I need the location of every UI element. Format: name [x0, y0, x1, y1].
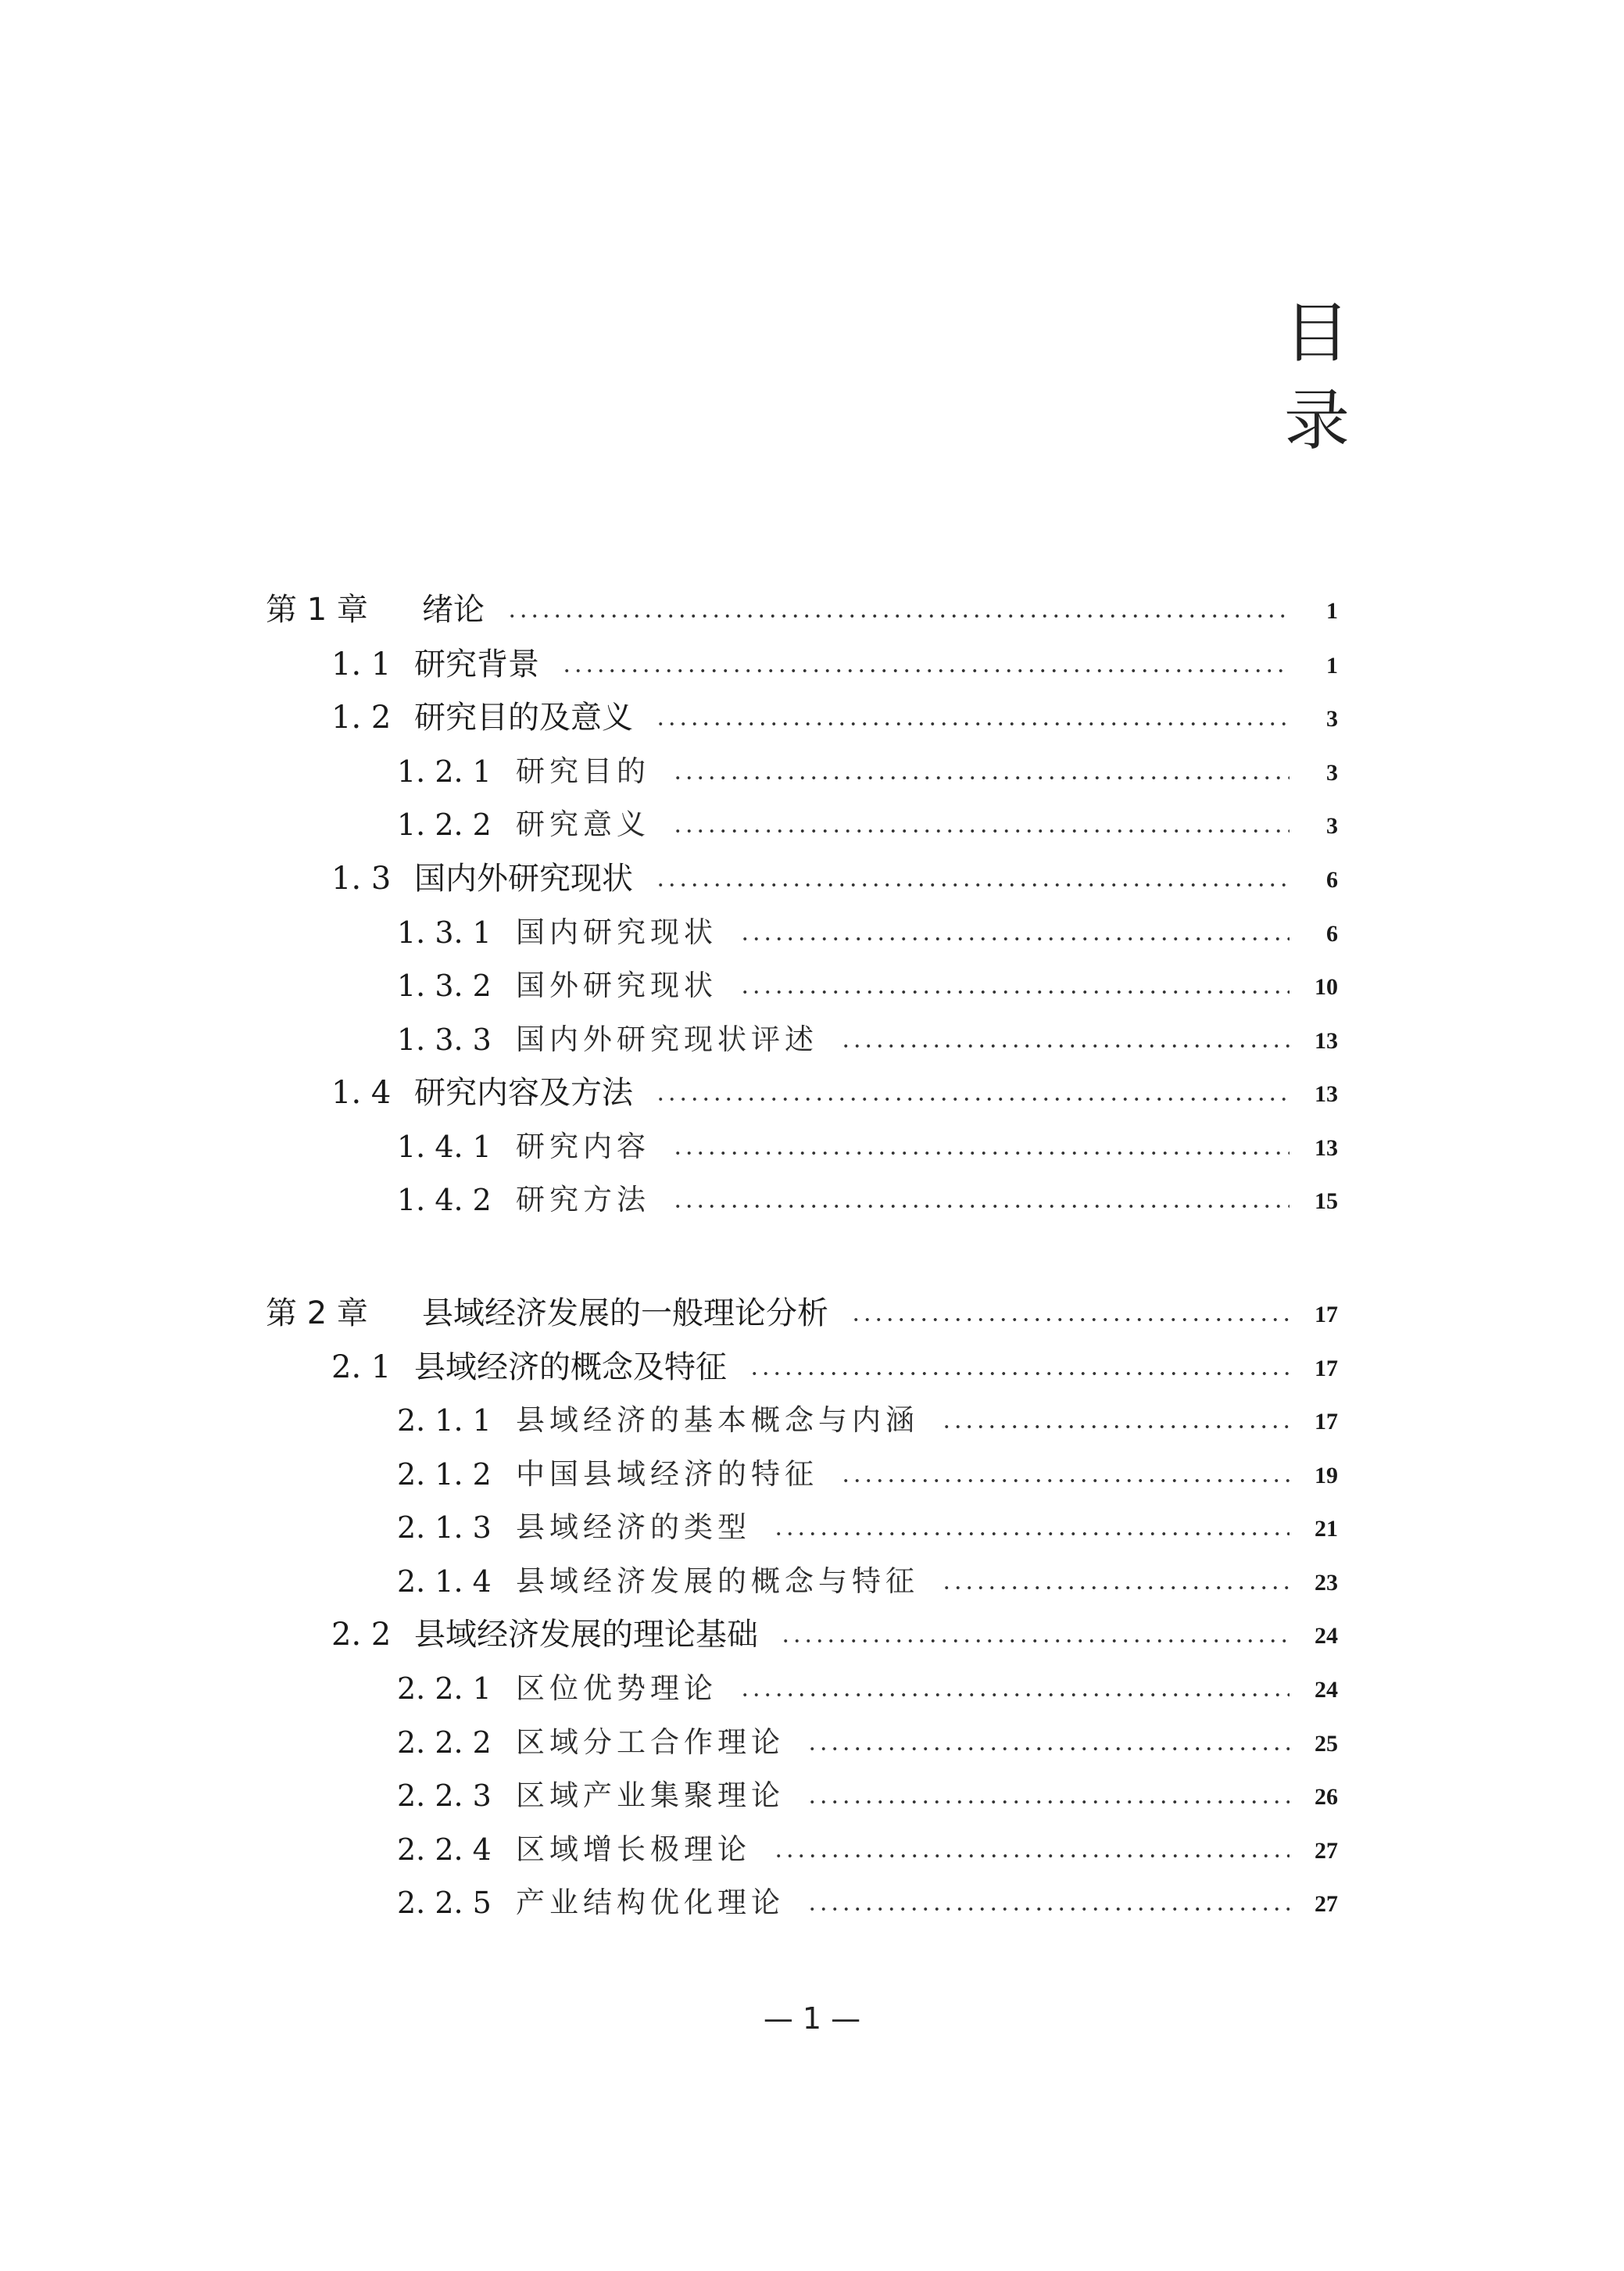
dot-leader [739, 905, 1290, 960]
toc-entry-title: 研究内容 [516, 1130, 650, 1163]
page-number-footer: — 1 — [763, 2001, 861, 2036]
toc-entry-title: 国内研究现状 [516, 915, 717, 949]
dot-leader [561, 637, 1290, 692]
toc-section-entry[interactable] [0, 1607, 1338, 1662]
toc-entry-number: 1. 4. 2 [397, 1183, 492, 1217]
toc-section-entry[interactable] [0, 1066, 1338, 1120]
toc-entry-title: 县域经济的基本概念与内涵 [516, 1403, 919, 1437]
toc-entry-number: 1. 3. 2 [397, 969, 492, 1003]
toc-section-entry[interactable] [0, 1554, 1338, 1609]
toc-entry-number: 2. 2. 2 [397, 1725, 492, 1760]
toc-entry-title: 县域经济发展的概念与特征 [516, 1564, 919, 1598]
toc-chapter-entry[interactable] [0, 1286, 1338, 1341]
toc-entry-number: 2. 1. 3 [397, 1510, 492, 1545]
toc-entry-title: 国外研究现状 [516, 969, 717, 1002]
toc-entry-title: 国内外研究现状 [414, 861, 633, 897]
toc-section-entry[interactable] [0, 1119, 1338, 1174]
toc-entry-number: 1. 2 [331, 700, 392, 736]
toc-entry-title: 国内外研究现状评述 [516, 1023, 818, 1056]
toc-entry-number: 1. 3. 1 [397, 915, 492, 950]
toc-entry-title: 研究内容及方法 [414, 1075, 633, 1111]
dot-leader [672, 797, 1290, 852]
toc-entry-number: 2. 1. 2 [397, 1457, 492, 1492]
dot-leader [850, 1286, 1290, 1341]
toc-entry-number: 2. 1. 1 [397, 1403, 492, 1438]
toc-entry-title: 中国县域经济的特征 [516, 1457, 818, 1491]
toc-entry-number: 2. 1 [331, 1349, 392, 1385]
toc-entry-page: 24 [1315, 1677, 1338, 1703]
dot-leader [739, 958, 1290, 1013]
toc-section-entry[interactable] [0, 1447, 1338, 1502]
toc-entry-page: 3 [1326, 813, 1338, 839]
toc-entry-number: 1. 4 [331, 1075, 392, 1111]
toc-entry-page: 19 [1315, 1463, 1338, 1488]
toc-section-entry[interactable] [0, 1715, 1338, 1770]
toc-section-entry[interactable] [0, 1875, 1338, 1930]
dot-leader [840, 1012, 1290, 1067]
toc-entry-title: 研究目的及意义 [414, 700, 633, 736]
toc-entry-title: 县域经济发展的一般理论分析 [422, 1295, 828, 1331]
toc-section-entry[interactable] [0, 1173, 1338, 1227]
dot-leader [672, 744, 1290, 799]
toc-entry-page: 3 [1326, 760, 1338, 786]
toc-entry-title: 县域经济发展的理论基础 [414, 1617, 758, 1653]
toc-entry-title: 区域产业集聚理论 [516, 1778, 785, 1812]
toc-entry-number: 1. 3. 3 [397, 1023, 492, 1057]
toc-entry-page: 13 [1315, 1028, 1338, 1054]
toc-entry-number: 2. 2. 3 [397, 1778, 492, 1813]
dot-leader [773, 1500, 1290, 1555]
toc-section-entry[interactable] [0, 797, 1338, 852]
toc-entry-page: 17 [1315, 1356, 1338, 1381]
dot-leader [655, 851, 1290, 906]
dot-leader [807, 1715, 1290, 1770]
dot-leader [506, 582, 1290, 637]
toc-section-entry[interactable] [0, 851, 1338, 906]
dot-leader [840, 1447, 1290, 1502]
dot-leader [739, 1661, 1290, 1716]
toc-entry-number: 1. 2. 2 [397, 808, 492, 842]
toc-section-entry[interactable] [0, 1500, 1338, 1555]
toc-entry-title: 区域分工合作理论 [516, 1725, 785, 1759]
toc-entry-title: 研究意义 [516, 808, 650, 841]
toc-entry-number: 2. 2. 4 [397, 1832, 492, 1867]
toc-entry-page: 23 [1315, 1570, 1338, 1596]
toc-entry-number: 第 1 章 [266, 592, 368, 628]
toc-entry-page: 17 [1315, 1409, 1338, 1435]
toc-chapter-entry[interactable] [0, 582, 1338, 637]
toc-entry-number: 1. 4. 1 [397, 1130, 492, 1164]
dot-leader [749, 1340, 1290, 1395]
toc-entry-page: 3 [1326, 706, 1338, 732]
toc-section-entry[interactable] [0, 905, 1338, 960]
dot-leader [672, 1119, 1290, 1174]
toc-section-entry[interactable] [0, 1822, 1338, 1877]
toc-entry-number: 2. 1. 4 [397, 1564, 492, 1599]
dot-leader [655, 1066, 1290, 1120]
toc-entry-page: 25 [1315, 1731, 1338, 1757]
toc-section-entry[interactable] [0, 1012, 1338, 1067]
toc-section-entry[interactable] [0, 1393, 1338, 1448]
toc-entry-page: 24 [1315, 1623, 1338, 1649]
toc-entry-title: 研究背景 [414, 647, 539, 682]
dot-leader [807, 1875, 1290, 1930]
toc-entry-page: 6 [1326, 921, 1338, 947]
toc-entry-page: 26 [1315, 1784, 1338, 1810]
toc-entry-title: 县域经济的概念及特征 [414, 1349, 727, 1385]
toc-entry-page: 17 [1315, 1302, 1338, 1327]
toc-entry-number: 2. 2. 5 [397, 1886, 492, 1920]
toc-entry-title: 研究方法 [516, 1183, 650, 1216]
toc-section-entry[interactable] [0, 637, 1338, 692]
dot-leader [672, 1173, 1290, 1227]
heading-char-1: 目 [1283, 295, 1350, 371]
toc-entry-number: 1. 2. 1 [397, 754, 492, 789]
toc-entry-page: 10 [1315, 974, 1338, 1000]
toc-entry-number: 1. 1 [331, 647, 392, 682]
heading-char-2: 录 [1283, 382, 1350, 459]
toc-entry-page: 21 [1315, 1516, 1338, 1542]
toc-section-entry[interactable] [0, 1340, 1338, 1395]
toc-section-entry[interactable] [0, 690, 1338, 745]
dot-leader [941, 1393, 1290, 1448]
toc-entry-page: 27 [1315, 1891, 1338, 1917]
dot-leader [941, 1554, 1290, 1609]
toc-entry-page: 6 [1326, 867, 1338, 893]
toc-entry-page: 13 [1315, 1135, 1338, 1161]
dot-leader [780, 1607, 1290, 1662]
dot-leader [655, 690, 1290, 745]
toc-entry-number: 1. 3 [331, 861, 392, 897]
toc-entry-number: 第 2 章 [266, 1295, 368, 1331]
toc-entry-number: 2. 2 [331, 1617, 392, 1653]
dot-leader [807, 1768, 1290, 1823]
toc-section-entry[interactable] [0, 744, 1338, 799]
toc-entry-title: 区位优势理论 [516, 1671, 717, 1705]
toc-entry-title: 区域增长极理论 [516, 1832, 751, 1866]
toc-section-entry[interactable] [0, 1661, 1338, 1716]
toc-entry-title: 绪论 [422, 592, 485, 628]
toc-entry-number: 2. 2. 1 [397, 1671, 492, 1706]
toc-entry-page: 1 [1326, 598, 1338, 624]
toc-entry-title: 县域经济的类型 [516, 1510, 751, 1544]
toc-entry-page: 13 [1315, 1081, 1338, 1107]
toc-entry-page: 1 [1326, 653, 1338, 679]
toc-entry-page: 15 [1315, 1188, 1338, 1214]
toc-section-entry[interactable] [0, 1768, 1338, 1823]
dot-leader [773, 1822, 1290, 1877]
toc-entry-page: 27 [1315, 1838, 1338, 1864]
toc-section-entry[interactable] [0, 958, 1338, 1013]
toc-entry-title: 产业结构优化理论 [516, 1886, 785, 1919]
toc-entry-title: 研究目的 [516, 754, 650, 788]
